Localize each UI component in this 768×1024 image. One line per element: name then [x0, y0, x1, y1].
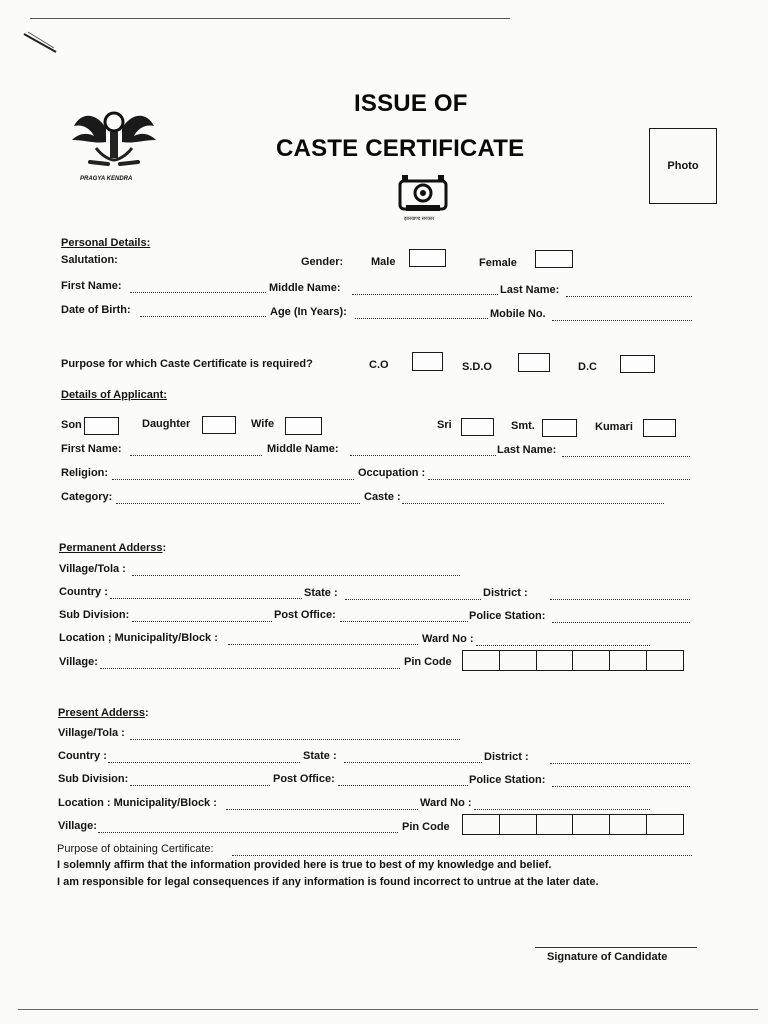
- dc-checkbox[interactable]: [620, 355, 655, 373]
- top-border-line: [30, 18, 510, 19]
- smt-label: Smt.: [511, 420, 535, 432]
- category-label: Category:: [61, 491, 113, 503]
- pin-digit-box[interactable]: [647, 815, 683, 834]
- perm-state-label: State :: [304, 587, 338, 599]
- daughter-label: Daughter: [142, 418, 191, 430]
- present-address-heading: [58, 703, 149, 721]
- first-name-label: First Name:: [61, 280, 122, 292]
- religion-label: Religion:: [61, 467, 109, 479]
- applicant-first-name-field[interactable]: [130, 455, 262, 456]
- perm-post-office-field[interactable]: [340, 621, 468, 622]
- applicant-middle-name-field[interactable]: [350, 455, 496, 456]
- age-field[interactable]: [355, 318, 488, 319]
- pin-digit-box[interactable]: [647, 651, 683, 670]
- perm-post-office-label: Post Office:: [274, 609, 336, 621]
- female-checkbox[interactable]: [535, 250, 573, 268]
- dob-field[interactable]: [140, 316, 266, 317]
- perm-district-field[interactable]: [550, 599, 690, 600]
- perm-country-field[interactable]: [110, 598, 302, 599]
- purpose-obtaining-field[interactable]: [232, 855, 692, 856]
- last-name-label: Last Name:: [500, 284, 560, 296]
- pres-country-label: Country :: [58, 750, 107, 762]
- pres-village-label: Village:: [58, 820, 97, 832]
- mobile-field[interactable]: [552, 320, 692, 321]
- pin-digit-box[interactable]: [610, 815, 647, 834]
- purpose-question: Purpose for which Caste Certificate is required?: [61, 358, 313, 370]
- applicant-details-heading: Details of Applicant:: [61, 389, 167, 401]
- perm-sub-division-field[interactable]: [132, 621, 272, 622]
- son-label: Son: [61, 419, 82, 431]
- last-name-field[interactable]: [566, 296, 692, 297]
- declaration-line1: I solemnly affirm that the information provided here is true to best of my knowledge and belief.: [57, 859, 552, 871]
- pres-district-label: District :: [484, 751, 529, 763]
- religion-field[interactable]: [112, 479, 354, 480]
- perm-pin-code-label: Pin Code: [404, 656, 452, 668]
- occupation-field[interactable]: [428, 479, 690, 480]
- permanent-address-heading: [59, 538, 166, 556]
- pres-post-office-field[interactable]: [338, 785, 468, 786]
- permanent-address-heading-suffix: :: [162, 542, 167, 554]
- present-address-heading-suffix: :: [145, 707, 149, 719]
- daughter-checkbox[interactable]: [202, 416, 236, 434]
- caste-field[interactable]: [402, 503, 664, 504]
- photo-label: Photo: [667, 160, 699, 172]
- female-label: Female: [479, 257, 517, 269]
- pres-village-tola-field[interactable]: [130, 739, 460, 740]
- male-label: Male: [371, 256, 396, 268]
- signature-label: Signature of Candidate: [547, 951, 668, 963]
- middle-name-field[interactable]: [352, 294, 498, 295]
- pin-digit-box[interactable]: [537, 651, 574, 670]
- wife-label: Wife: [251, 418, 275, 430]
- pen-mark-icon: [20, 30, 60, 60]
- smt-checkbox[interactable]: [542, 419, 577, 437]
- applicant-last-name-label: Last Name:: [497, 444, 557, 456]
- perm-district-label: District :: [483, 587, 528, 599]
- mobile-label: Mobile No.: [490, 308, 546, 320]
- signature-line: [535, 947, 697, 948]
- applicant-first-name-label: First Name:: [61, 443, 122, 455]
- pres-country-field[interactable]: [108, 762, 300, 763]
- perm-ward-no-label: Ward No :: [422, 633, 474, 645]
- pres-location-field[interactable]: [226, 809, 418, 810]
- perm-country-label: Country :: [59, 586, 108, 598]
- wife-checkbox[interactable]: [285, 417, 322, 435]
- perm-state-field[interactable]: [345, 599, 481, 600]
- pres-state-field[interactable]: [344, 762, 482, 763]
- pragya-kendra-logo-icon: [66, 108, 162, 174]
- emblem-caption-text: झारखण्ड सरकार: [404, 216, 435, 222]
- pin-digit-box[interactable]: [573, 815, 610, 834]
- sri-checkbox[interactable]: [461, 418, 494, 436]
- sdo-checkbox[interactable]: [518, 353, 550, 372]
- perm-ward-no-field[interactable]: [476, 645, 650, 646]
- pres-sub-division-label: Sub Division:: [58, 773, 129, 785]
- perm-village-label: Village:: [59, 656, 98, 668]
- pres-pin-code-boxes[interactable]: [462, 814, 684, 835]
- age-label: Age (In Years):: [270, 306, 347, 318]
- pres-police-station-field[interactable]: [552, 786, 690, 787]
- permanent-address-heading-text: Permanent Adderss: [59, 542, 163, 554]
- son-checkbox[interactable]: [84, 417, 119, 435]
- pin-digit-box[interactable]: [573, 651, 610, 670]
- pin-digit-box[interactable]: [537, 815, 574, 834]
- pin-digit-box[interactable]: [463, 815, 500, 834]
- present-address-heading-text: Present Adderss: [58, 707, 146, 719]
- page-title-line1: ISSUE OF: [354, 90, 468, 117]
- perm-police-station-field[interactable]: [552, 622, 690, 623]
- declaration-line2: I am responsible for legal consequences if any information is found incorrect to untrue at the later date.: [57, 876, 599, 888]
- gender-label: Gender:: [301, 256, 344, 268]
- perm-village-field[interactable]: [100, 668, 400, 669]
- pres-district-field[interactable]: [550, 763, 690, 764]
- kumari-checkbox[interactable]: [643, 419, 676, 437]
- salutation-label: Salutation:: [61, 254, 118, 266]
- pres-sub-division-field[interactable]: [130, 785, 270, 786]
- caste-label: Caste :: [364, 491, 401, 503]
- kumari-label: Kumari: [595, 421, 633, 433]
- dc-label: D.C: [578, 361, 597, 373]
- male-checkbox[interactable]: [409, 249, 446, 267]
- pres-post-office-label: Post Office:: [273, 773, 335, 785]
- perm-police-station-label: Police Station:: [469, 610, 546, 622]
- perm-location-field[interactable]: [228, 644, 418, 645]
- category-field[interactable]: [116, 503, 360, 504]
- first-name-field[interactable]: [130, 292, 266, 293]
- pres-state-label: State :: [303, 750, 337, 762]
- occupation-label: Occupation :: [358, 467, 426, 479]
- pres-village-tola-label: Village/Tola :: [58, 727, 125, 739]
- pres-pin-code-label: Pin Code: [402, 821, 450, 833]
- perm-sub-division-label: Sub Division:: [59, 609, 130, 621]
- perm-village-tola-field[interactable]: [132, 575, 460, 576]
- page-title-line2: CASTE CERTIFICATE: [276, 135, 525, 162]
- perm-village-tola-label: Village/Tola :: [59, 563, 126, 575]
- perm-location-label: Location ; Municipality/Block :: [59, 632, 218, 644]
- org-name-text: PRAGYA KENDRA: [80, 176, 133, 182]
- pin-digit-box[interactable]: [610, 651, 647, 670]
- pres-location-label: Location : Municipality/Block :: [58, 797, 217, 809]
- middle-name-label: Middle Name:: [269, 282, 341, 294]
- pres-village-field[interactable]: [98, 832, 398, 833]
- co-checkbox[interactable]: [412, 352, 443, 371]
- applicant-last-name-field[interactable]: [562, 456, 690, 457]
- applicant-middle-name-label: Middle Name:: [267, 443, 339, 455]
- jharkhand-emblem-icon: [396, 171, 450, 217]
- perm-pin-code-boxes[interactable]: [462, 650, 684, 671]
- dob-label: Date of Birth:: [61, 304, 131, 316]
- pin-digit-box[interactable]: [500, 815, 537, 834]
- pin-digit-box[interactable]: [500, 651, 537, 670]
- bottom-border-line: [18, 1009, 758, 1010]
- photo-box[interactable]: [649, 128, 717, 204]
- pres-police-station-label: Police Station:: [469, 774, 546, 786]
- personal-details-heading: Personal Details:: [61, 237, 151, 249]
- pin-digit-box[interactable]: [463, 651, 500, 670]
- pres-ward-no-label: Ward No :: [420, 797, 472, 809]
- sri-label: Sri: [437, 419, 452, 431]
- co-label: C.O: [369, 359, 389, 371]
- purpose-obtaining-label: Purpose of obtaining Certificate:: [57, 843, 214, 855]
- pres-ward-no-field[interactable]: [474, 809, 650, 810]
- sdo-label: S.D.O: [462, 361, 492, 373]
